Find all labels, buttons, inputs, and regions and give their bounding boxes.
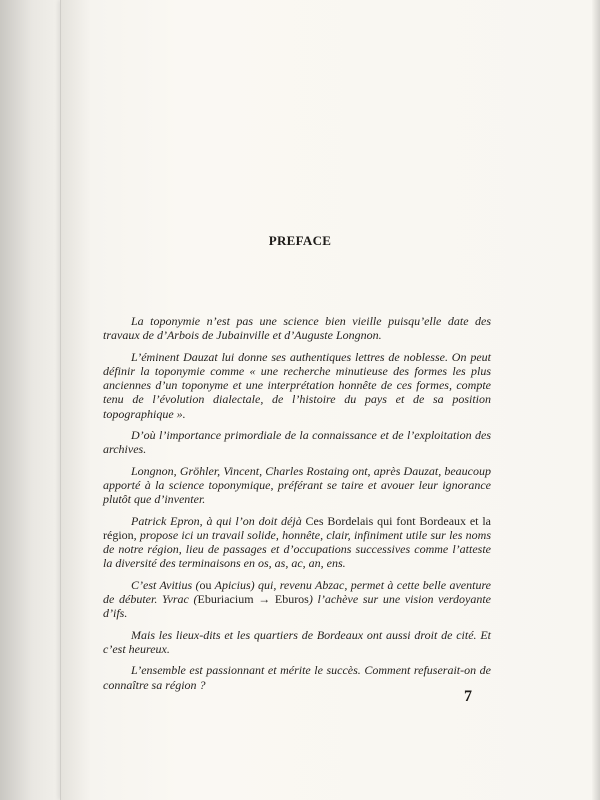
p6-part2: Apicius) qui, revenu Abzac, permet à cette belle aventure de débuter. Yvrac ( (103, 577, 491, 607)
cited-book-title: Ces Bordelais qui font Bordeaux et la région (103, 513, 491, 542)
p6-eburos: Eburos (274, 592, 309, 607)
page-right-edge (592, 0, 600, 800)
paragraph-8: L’ensemble est passionnant et mérite le succès. Comment refuserait-on de connaître sa région ? (103, 663, 491, 692)
paragraph-6 (103, 578, 491, 621)
preface-body (103, 314, 491, 699)
page-number: 7 (464, 688, 472, 705)
page-title: PREFACE (268, 233, 332, 248)
paragraph-1: La toponymie n’est pas une science bien vieille puisqu’elle date des travaux de d’Arbois de Jubainville et d’Auguste Longnon. (103, 314, 491, 343)
paragraph-5 (103, 514, 491, 571)
p6-ou: ou (199, 577, 212, 592)
p6-part1: C’est Avitius ( (131, 577, 200, 592)
paragraph-3: D’où l’importance primordiale de la connaissance et de l’exploitation des archives. (103, 428, 491, 457)
p6-eburiacium: Eburiacium (197, 592, 254, 607)
paragraph-7: Mais les lieux-dits et les quartiers de Bordeaux ont aussi droit de cité. Et c’est heureux. (103, 627, 491, 656)
paragraph-2: L’éminent Dauzat lui donne ses authentiques lettres de noblesse. On peut définir la toponymie comme « une recherche minutieuse des formes les plus anciennes d’un toponyme et une interprétation honnête de ces formes, compte tenu de l’évolution dialectale, de l’histoire du pays et de sa position topographique ». (103, 349, 491, 421)
arrow-icon: → (253, 592, 275, 607)
p5-text-before: Patrick Epron, à qui l’on doit déjà (131, 513, 306, 528)
p6-part3: ) l’achève sur une vision verdoyante d’ifs. (103, 592, 492, 621)
paragraph-4: Longnon, Gröhler, Vincent, Charles Rostaing ont, après Dauzat, beaucoup apporté à la science toponymique, préférant se taire et avouer leur ignorance plutôt que d’inventer. (103, 463, 491, 507)
p5-text-after: , propose ici un travail solide, honnête, clair, infiniment utile sur les noms de notre région, lieu de passages et d’occupations successives comme l’atteste la diversité des terminaisons en os, as, ac, an, ens. (103, 527, 491, 571)
